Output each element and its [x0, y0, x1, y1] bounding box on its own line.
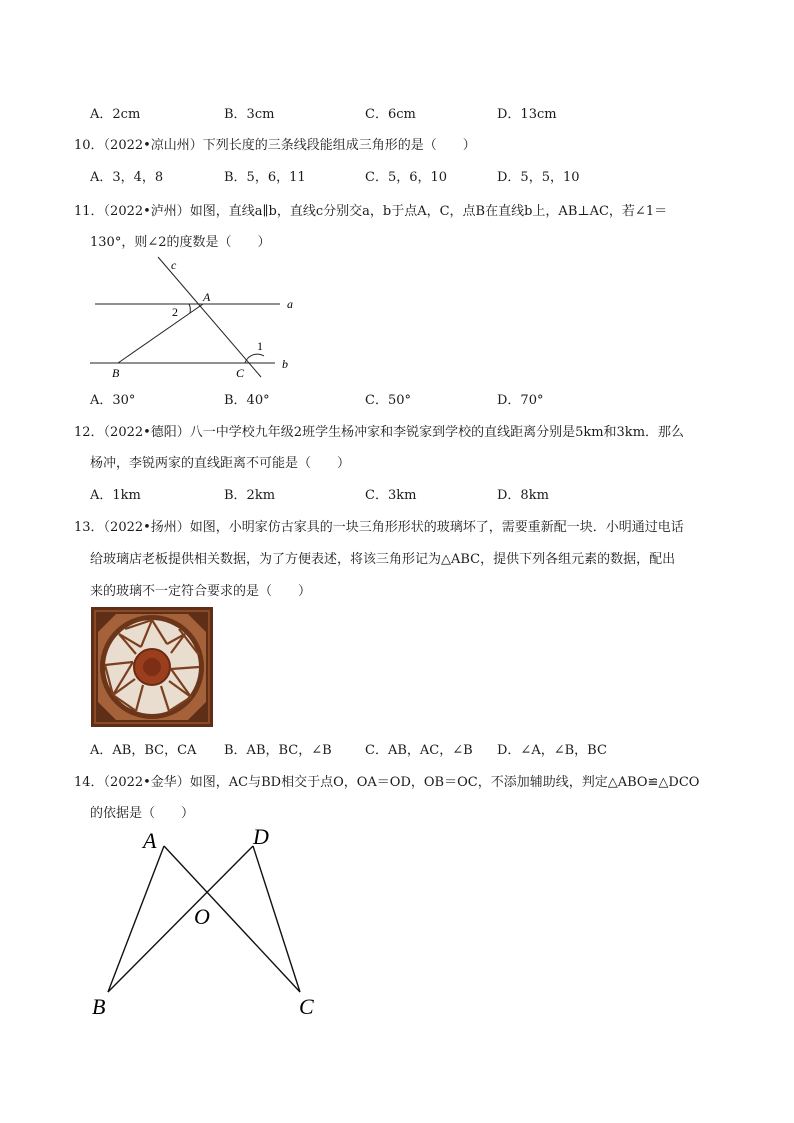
q12-option-a: A．1km	[90, 488, 141, 503]
q13-option-b: B．AB，BC，∠B	[224, 743, 332, 758]
label-C: C	[236, 366, 245, 380]
angle-2-arc	[189, 304, 190, 313]
q11-option-c: C．50°	[365, 393, 411, 408]
q13-stem-line3: 来的玻璃不一定符合要求的是（ ）	[90, 584, 312, 599]
q11-option-b: B．40°	[224, 393, 270, 408]
label-B: B	[112, 366, 120, 380]
q11-option-d: D．70°	[497, 393, 544, 408]
q9-option-b: B．3cm	[224, 107, 275, 122]
label-D: D	[253, 824, 269, 849]
q13-option-c: C．AB，AC，∠B	[365, 743, 473, 758]
q13-option-a: A．AB，BC，CA	[90, 743, 197, 758]
q11-option-a: A．30°	[90, 393, 136, 408]
label-O: O	[194, 904, 210, 929]
q14-figure	[85, 822, 330, 1022]
label-A: A	[203, 290, 211, 304]
q13-stem-line1: 13．（2022•扬州）如图，小明家仿古家具的一块三角形形状的玻璃坏了，需要重新配一块．小明通过电话	[74, 520, 684, 535]
q14-stem-line1: 14．（2022•金华）如图，AC与BD相交于点O，OA＝OD，OB＝OC，不添加辅助线，判定△ABO≌△DCO	[74, 775, 700, 790]
label-c: c	[171, 258, 177, 272]
q11-stem-line1: 11．（2022•泸州）如图，直线a∥b，直线c分别交a，b于点A，C，点B在直线b上，AB⊥AC，若∠1＝	[74, 204, 668, 219]
q10-option-d: D．5，5，10	[497, 170, 580, 185]
q9-option-a: A．2cm	[90, 107, 141, 122]
label-a: a	[287, 297, 293, 311]
q14-stem-line2: 的依据是（ ）	[90, 806, 195, 821]
segment-ab	[108, 846, 164, 992]
label-1: 1	[257, 339, 263, 353]
q10-stem: 10．（2022•凉山州）下列长度的三条线段能组成三角形的是（ ）	[74, 138, 476, 153]
label-A: A	[143, 828, 157, 853]
label-b: b	[282, 357, 288, 371]
label-B: B	[92, 994, 106, 1019]
q9-option-c: C．6cm	[365, 107, 416, 122]
label-2: 2	[172, 305, 178, 319]
q11-stem-line2: 130°，则∠2的度数是（ ）	[90, 235, 271, 250]
q12-option-d: D．8km	[497, 488, 549, 503]
q12-stem-line2: 杨冲，李锐两家的直线距离不可能是（ ）	[90, 456, 351, 471]
q11-figure	[85, 252, 315, 382]
q12-option-b: B．2km	[224, 488, 276, 503]
segment-dc	[253, 846, 300, 992]
q12-option-c: C．3km	[365, 488, 417, 503]
q12-stem-line1: 12．（2022•德阳）八一中学校九年级2班学生杨冲家和李锐家到学校的直线距离分别是5km和3km．那么	[74, 425, 685, 440]
label-C: C	[299, 994, 314, 1019]
q10-option-b: B．5，6，11	[224, 170, 306, 185]
q13-stem-line2: 给玻璃店老板提供相关数据，为了方便表述，将该三角形记为△ABC，提供下列各组元素的数据，配出	[90, 552, 676, 567]
window-glass-photo	[91, 607, 213, 727]
q10-option-c: C．5，6，10	[365, 170, 448, 185]
q10-option-a: A．3，4，8	[90, 170, 164, 185]
q9-option-d: D．13cm	[497, 107, 557, 122]
q13-option-d: D．∠A，∠B，BC	[497, 743, 607, 758]
